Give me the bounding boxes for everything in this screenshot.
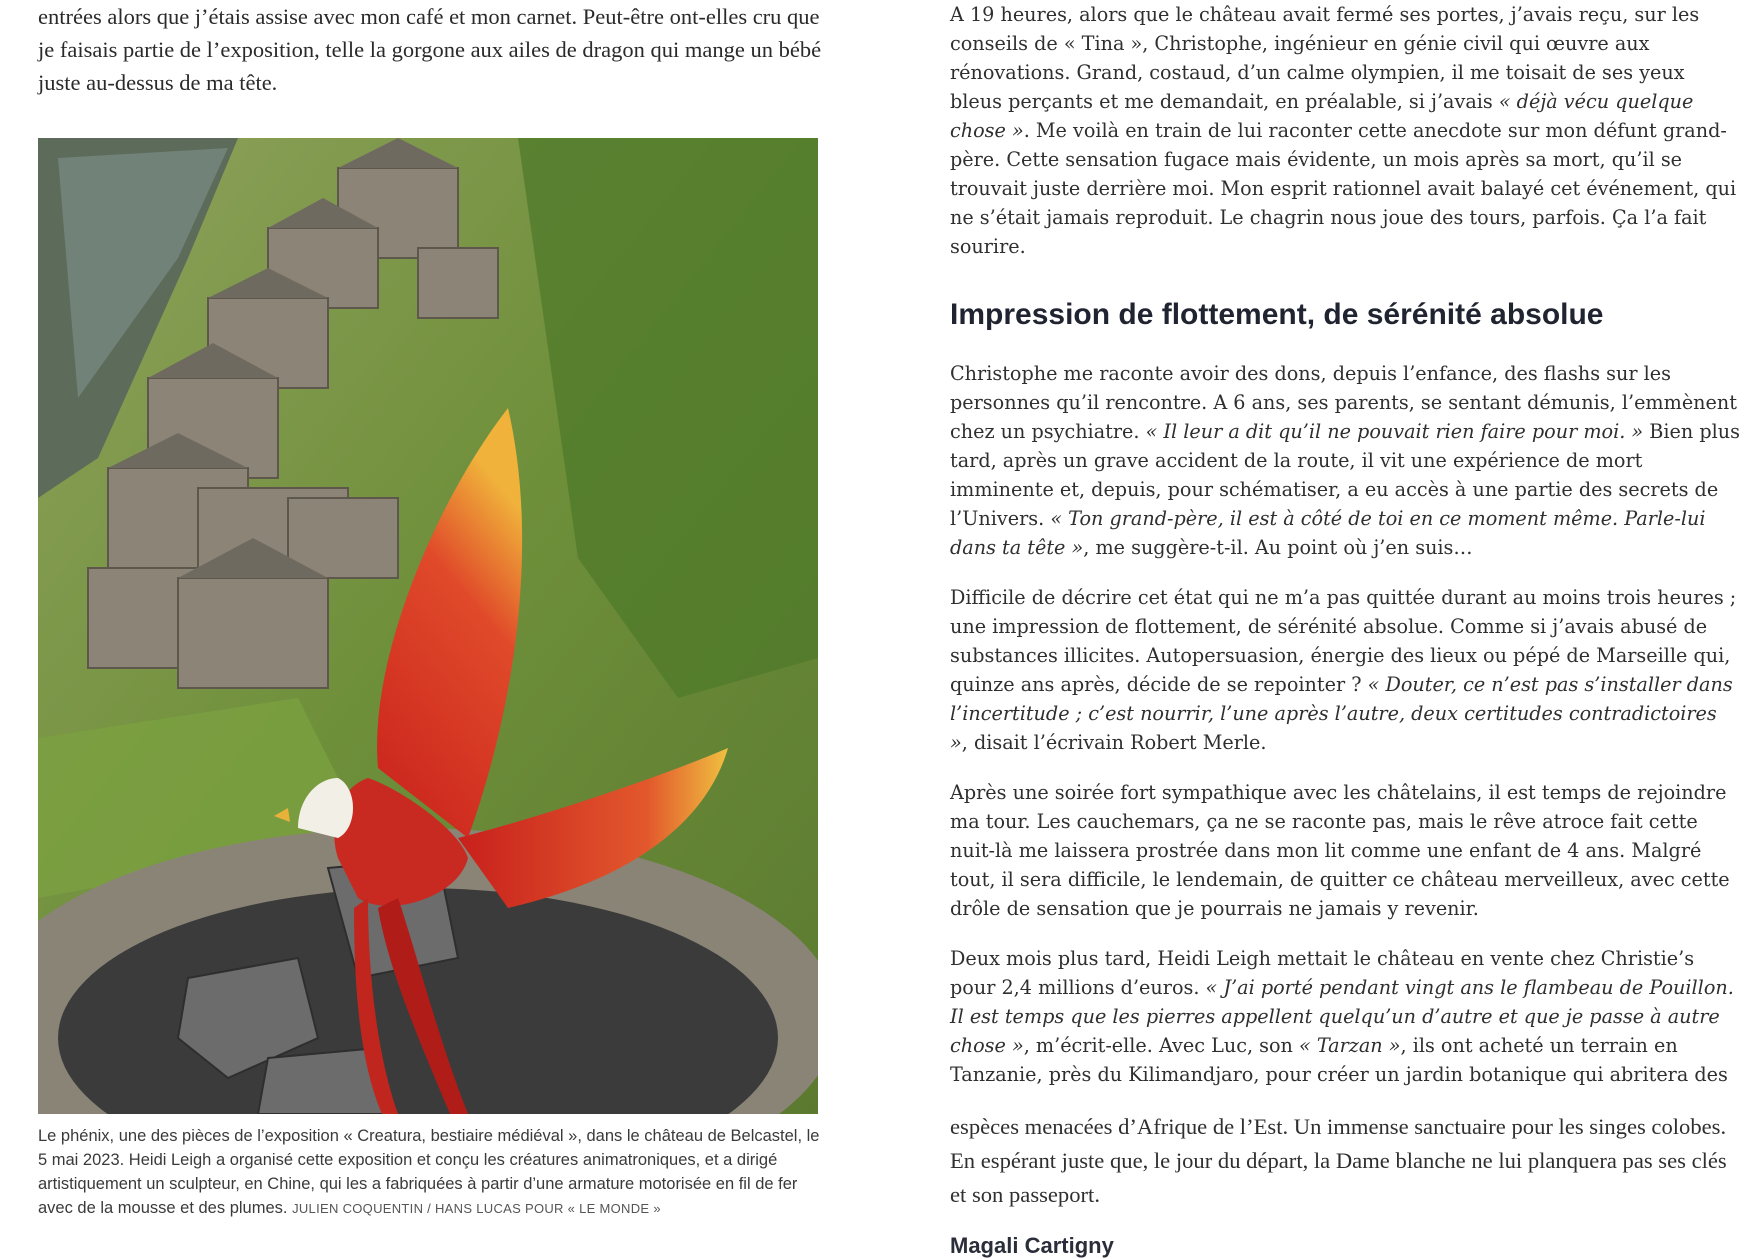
p2-text-a: Christophe me raconte avoir des dons, depuis l’enfance, des flashs sur les personnes qu’il rencontre. A 6 ans, ses parents, se sentant démunis, l’emmènent chez un psychiatre. bbox=[950, 362, 1737, 443]
p5-text-a: Deux mois plus tard, Heidi Leigh mettait le château en vente chez Christie’s pour 2,4 millions d’euros. bbox=[950, 947, 1695, 999]
p1-text-a: A 19 heures, alors que le château avait fermé ses portes, j’avais reçu, sur les conseils de « Tina », Christophe, ingénieur en génie civil qui œuvre aux rénovations. Grand, costaud, d’un calme olympien, il me toisait de ses yeux bleus perçants et me demandait, en préalable, si j’avais bbox=[950, 3, 1700, 113]
section-heading: Impression de flottement, de sérénité absolue bbox=[950, 298, 1604, 331]
p2-quote-2: « Ton grand-père, il est à côté de toi en ce moment même. Parle-lui dans ta tête » bbox=[950, 507, 1706, 559]
photo-caption bbox=[38, 1124, 828, 1221]
paragraph-4: Après une soirée fort sympathique avec les châtelains, il est temps de rejoindre ma tour. Les cauchemars, ça ne se raconte pas, mais le rêve atroce fait cette nuit-là me laissera prostrée dans mon lit comme une enfant de 4 ans. Malgré tout, il sera difficile, le lendemain, de quitter ce château merveilleux, avec cette drôle de sensation que je pourrais ne jamais y revenir. bbox=[950, 781, 1730, 920]
right-column bbox=[950, 0, 1740, 1259]
p2-text-c: Bien plus tard, après un grave accident de la route, il vit une expérience de mort imminente et, depuis, pour schématiser, a eu accès à une partie des secrets de l’Univers. bbox=[950, 420, 1740, 530]
p1-quote: « déjà vécu quelque chose » bbox=[950, 90, 1694, 142]
p2-quote-1: « Il leur a dit qu’il ne pouvait rien faire pour moi. » bbox=[1145, 420, 1644, 443]
intro-paragraph: entrées alors que j’étais assise avec mon café et mon carnet. Peut-être ont-elles cru que je faisais partie de l’exposition, telle la gorgone aux ailes de dragon qui mange un bébé juste au-dessus de ma tête. bbox=[38, 4, 822, 95]
photo-credit: JULIEN COQUENTIN / HANS LUCAS POUR « LE MONDE » bbox=[292, 1201, 661, 1216]
paragraph-6: espèces menacées d’Afrique de l’Est. Un immense sanctuaire pour les singes colobes. En espérant juste que, le jour du départ, la Dame blanche ne lui planquera pas ses clés et son passeport. bbox=[950, 1114, 1727, 1207]
p3-text-a: Difficile de décrire cet état qui ne m’a pas quittée durant au moins trois heures ; une impression de flottement, de sérénité absolue. Comme si j’avais abusé de substances illicites. Autopersuasion, énergie des lieux ou pépé de Marseille qui, quinze ans après, décide de se repointer ? bbox=[950, 586, 1737, 696]
p1-text-c: . Me voilà en train de lui raconter cette anecdote sur mon défunt grand-père. Cette sensation fugace mais évidente, un mois après sa mort, qu’il se trouvait juste derrière moi. Mon esprit rationnel avait balayé cet événement, qui ne s’était jamais reproduit. Le chagrin nous joue des tours, parfois. Ça l’a fait sourire. bbox=[950, 119, 1737, 258]
author-byline: Magali Cartigny bbox=[950, 1233, 1114, 1258]
p5-text-e: , ils ont acheté un terrain en Tanzanie, près du Kilimandjaro, pour créer un jardin botanique qui abritera des bbox=[950, 1034, 1728, 1086]
phoenix-photo bbox=[38, 138, 818, 1114]
p5-text-c: , m’écrit-elle. Avec Luc, son bbox=[1023, 1034, 1299, 1057]
p2-text-e: , me suggère-t-il. Au point où j’en suis… bbox=[1083, 536, 1473, 559]
phoenix-illustration bbox=[38, 138, 818, 1114]
p3-text-c: , disait l’écrivain Robert Merle. bbox=[961, 731, 1267, 754]
p5-quote-2: « Tarzan » bbox=[1299, 1034, 1401, 1057]
paragraph-2 bbox=[950, 359, 1740, 562]
paragraph-3 bbox=[950, 583, 1740, 757]
left-column bbox=[38, 0, 828, 1217]
caption-text: Le phénix, une des pièces de l’exposition « Creatura, bestiaire médiéval », dans le château de Belcastel, le 5 mai 2023. Heidi Leigh a organisé cette exposition et conçu les créatures animatroniques, et a dirigé artistiquement un sculpteur, en Chine, qui les a fabriquées à partir d’une armature motorisée en fil de fer avec de la mousse et des plumes. bbox=[38, 1127, 820, 1217]
p3-quote: « Douter, ce n’est pas s’installer dans l’incertitude ; c’est nourrir, l’une après l’autre, deux certitudes contradictoires » bbox=[950, 673, 1733, 754]
paragraph-5 bbox=[950, 944, 1740, 1089]
paragraph-1 bbox=[950, 0, 1740, 261]
p5-quote-1: « J’ai porté pendant vingt ans le flambeau de Pouillon. Il est temps que les pierres appellent quelqu’un d’autre et que je passe à autre chose » bbox=[950, 976, 1734, 1057]
